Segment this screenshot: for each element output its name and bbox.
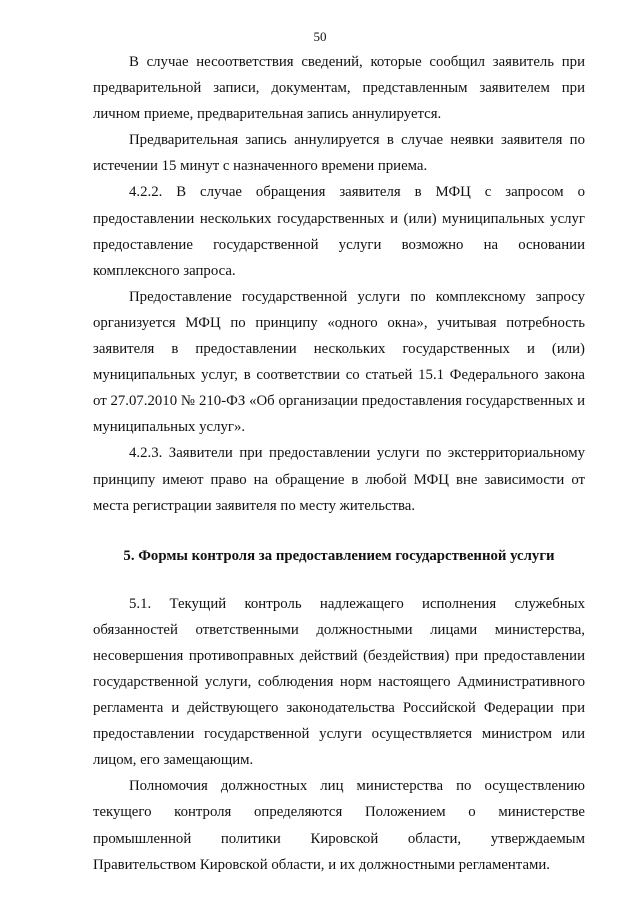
- section-heading: 5. Формы контроля за предоставлением государственной услуги: [123, 547, 555, 564]
- paragraph-complex-request: Предоставление государственной услуги по комплексному запросу организуется МФЦ по принципу «одного окна», учитывая потребность заявителя в предоставлении нескольких государственных и (или) муниципальных услуг, в соответствии со статьей 15.1 Федерального закона от 27.07.2010 № 210-ФЗ «Об организации предоставления государственных и муниципальных услуг».: [93, 288, 585, 436]
- paragraph-official-powers: Полномочия должностных лиц министерства по осуществлению текущего контроля определяются Положением о министерстве промышленной политики Кировской области, утверждаемым Правительством Кировской области, и их должностными регламентами.: [93, 778, 585, 873]
- paragraph-4-2-3: 4.2.3. Заявители при предоставлении услуги по экстерриториальному принципу имеют право на обращение в любой МФЦ вне зависимости от места регистрации заявителя по месту жительства.: [93, 445, 585, 514]
- paragraph-no-show: Предварительная запись аннулируется в случае неявки заявителя по истечении 15 минут с назначенного времени приема.: [93, 132, 585, 175]
- paragraph-record-mismatch: В случае несоответствия сведений, которые сообщил заявитель при предварительной записи, документам, представленным заявителем при личном приеме, предварительная запись аннулируется.: [93, 54, 585, 123]
- paragraph-4-2-2: 4.2.2. В случае обращения заявителя в МФЦ с запросом о предоставлении нескольких государственных и (или) муниципальных услуг предоставление государственной услуги возможно на основании комплексного запроса.: [93, 184, 585, 279]
- page-number: 50: [313, 29, 327, 44]
- document-body: [93, 49, 585, 878]
- paragraph-5-1: 5.1. Текущий контроль надлежащего исполнения служебных обязанностей ответственными должностными лицами министерства, несовершения противоправных действий (бездействия) при предоставлении государственной услуги, соблюдения норм настоящего Административного регламента и действующего законодательства Российской Федерации при предоставлении государственной услуги осуществляется министром или лицом, его замещающим.: [93, 595, 585, 769]
